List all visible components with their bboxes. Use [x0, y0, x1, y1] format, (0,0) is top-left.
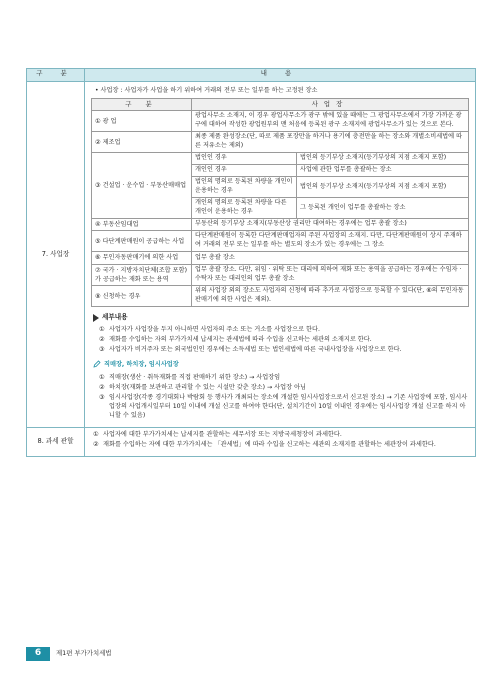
- inner-header-category: 구 분: [92, 98, 192, 110]
- table-row: ⑧ 신청하는 경우 위의 사업장 외의 장소도 사업자의 신청에 따라 추가로 사업장으로 등록할 수 있다(단, ⑥의 무인자동판매기에 의한 사업은 제외).: [92, 286, 469, 307]
- list-item: ③ 사업자가 비거주자 또는 외국법인인 경우에는 소득세법 또는 법인세법에 따른 국내사업장을 사업장으로 한다.: [99, 345, 402, 353]
- main-table-header: [27, 69, 476, 82]
- jurisdiction-list: [93, 431, 469, 450]
- header-col-content: 내 용: [85, 69, 476, 82]
- page-number: 6: [26, 647, 50, 661]
- table-row: ④ 부동산임대업 부동산의 등기부상 소재지(부동산상 권리만 대여하는 경우에는 업무 총괄 장소): [92, 219, 469, 231]
- list-item: ① 사업자가 사업장을 두지 아니하면 사업자의 주소 또는 거소를 사업장으로 한다.: [99, 325, 320, 333]
- table-row: 개인인 경우 사업에 관한 업무를 총괄하는 장소: [92, 165, 469, 177]
- table-row: ① 광 업 광업사무소 소재지, 이 경우 광업사무소가 광구 밖에 있을 때에는 그 광업사무소에서 가장 가까운 광구에 대하여 작성한 광업원부의 맨 처음에 등록된 광구 소재지에 광업사무소가 있는 것으로 본다.: [92, 111, 469, 132]
- detail-heading: 세부내용: [93, 313, 469, 323]
- inner-header-place: 사업장: [192, 98, 469, 110]
- table-row: ⑤ 다단계판매원이 공급하는 사업 다단계판매원이 등록한 다단계판매업자의 주된 사업장의 소재지. 다만, 다단계판매원이 상시 주재하여 거래의 전부 또는 일부를 하는 별도의 장소가 있는 경우에는 그 장소: [92, 231, 469, 252]
- page-footer: [26, 647, 226, 661]
- list-item: ② 재화를 수입하는 자의 부가가치세 납세지는 관세법에 따라 수입을 신고하는 세관의 소재지로 한다.: [99, 335, 372, 343]
- pencil-icon: [93, 360, 101, 372]
- table-row: 법인의 명의로 등록된 차량을 개인이 운용하는 경우 법인의 등기부상 소재지(등기부상의 지점 소재지 포함): [92, 177, 469, 198]
- row-business-place: [27, 82, 476, 428]
- row-content: [85, 427, 476, 456]
- detail-list: [99, 326, 469, 355]
- list-item: ① 직매장(생산 · 취득재화를 직접 판매하기 위한 장소) → 사업장임: [99, 373, 281, 381]
- table-row: ⑥ 무인자동판매기에 의한 사업 업무 총괄 장소: [92, 252, 469, 264]
- table-row: ③ 건설업 · 운수업 · 부동산매매업 법인인 경우 법인의 등기부상 소재지(등기부상의 지점 소재지 포함): [92, 153, 469, 165]
- list-item: ② 재화를 수입하는 자에 대한 부가가치세는 「관세법」에 따라 수입을 신고하는 세관의 소재지를 관할하는 세관장이 과세한다.: [93, 440, 436, 448]
- content-page: [26, 68, 476, 457]
- header-col-category: 구 분: [27, 69, 85, 82]
- table-row: 개인의 명의로 등록된 차량을 다른 개인이 운용하는 경우 그 등록된 개인이 업무를 총괄하는 장소: [92, 198, 469, 219]
- chapter-title: 제1편 부가가치세법: [56, 649, 112, 658]
- intro-text: • 사업장 : 사업자가 사업을 하기 위하여 거래의 전부 또는 일부를 하는 고정된 장소: [95, 87, 318, 94]
- list-item: ③ 임시사업장(각종 경기대회나 박람회 등 행사가 개최되는 장소에 개설한 임시사업장으로서 신고된 장소) → 기존 사업장에 포함, 임시사업장의 사업개시일부터 10일 이내에 개설 신고를 하여야 한다(단, 설치기간이 10일 이내인 경우에는 임시사업장 개설 신고를 하지 아니할 수 있음): [99, 393, 468, 419]
- subsection-heading: 직매장, 하치장, 임시사업장: [93, 360, 469, 372]
- row-label: 7. 사업장: [27, 82, 85, 428]
- table-row: ⑦ 국가 · 지방자치단체(조합 포함)가 공급하는 재화 또는 용역 업무 총괄 장소. 다만, 위임 · 위탁 또는 대리에 의하여 재화 또는 용역을 공급하는 경우에는 수임자 · 수탁자 또는 대리인의 업무 총괄 장소: [92, 264, 469, 286]
- table-row: ② 제조업 최종 제품 완성장소(단, 따로 제품 포장만을 하거나 용기에 충전만을 하는 장소와 개별소비세법에 따른 저유소는 제외): [92, 132, 469, 153]
- row-label: 8. 과세 관할: [27, 427, 85, 456]
- triangle-marker-icon: [93, 314, 99, 322]
- list-item: ② 하치장(재화를 보관하고 관리할 수 있는 시설만 갖춘 장소) → 사업장 아님: [99, 383, 307, 391]
- list-item: ① 사업자에 대한 부가가치세는 납세지를 관할하는 세무서장 또는 지방국세청장이 과세한다.: [93, 430, 342, 438]
- subsection-list: [99, 374, 469, 421]
- business-place-table: [91, 98, 469, 307]
- row-tax-jurisdiction: [27, 427, 476, 456]
- row-content: [85, 82, 476, 428]
- main-table: [26, 68, 476, 457]
